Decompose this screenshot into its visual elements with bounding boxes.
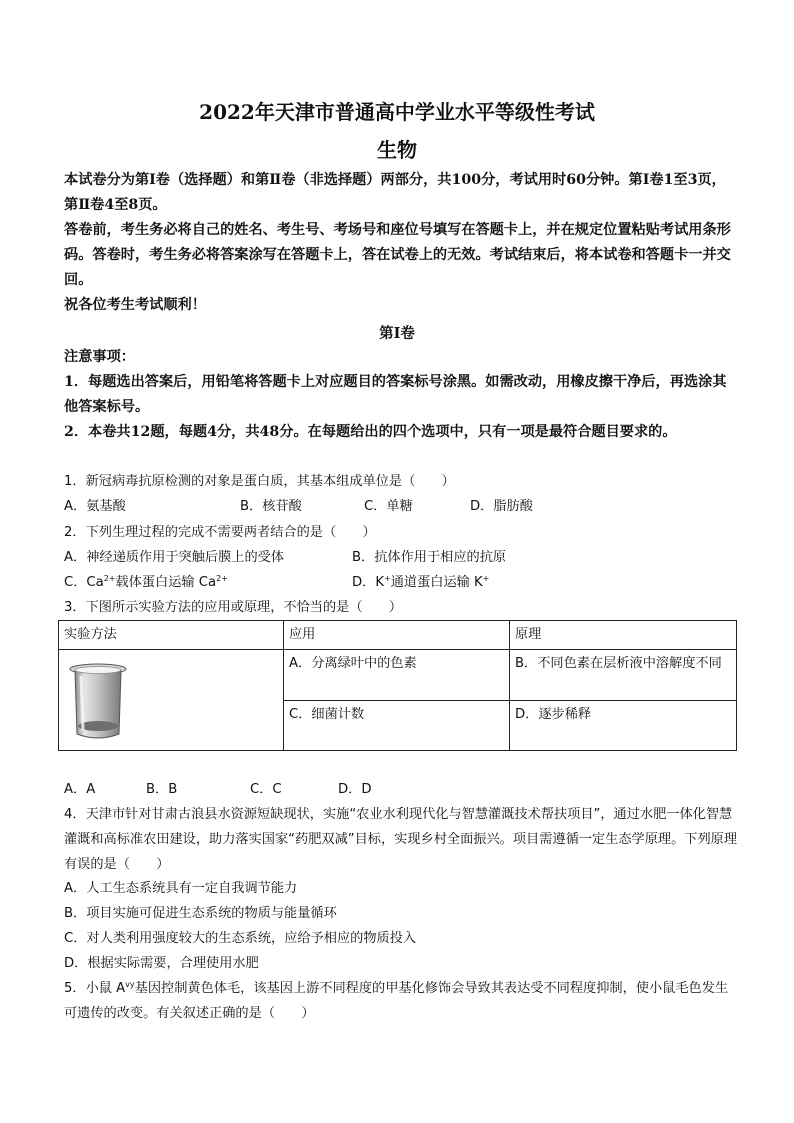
table-header-application: 应用 xyxy=(284,621,510,650)
experiment-method-image-cell xyxy=(59,650,284,751)
question-2-option-b: B．抗体作用于相应的抗原 xyxy=(352,550,507,565)
notice-item-1: 1．每题选出答案后，用铅笔将答题卡上对应题目的答案标号涂黑。如需改动，用橡皮擦干净后，再选涂其他答案标号。 xyxy=(64,374,727,415)
beaker-image xyxy=(67,662,129,742)
subject-title: 生物 xyxy=(377,138,417,162)
table-header-row xyxy=(59,621,737,650)
question-3-stem: 3．下图所示实验方法的应用或原理，不恰当的是（ ） xyxy=(64,600,403,615)
question-2-option-d: D．K+通道蛋白运输 K+ xyxy=(352,574,490,590)
question-4-option-c: C．对人类利用强度较大的生态系统，应给予相应的物质投入 xyxy=(64,931,417,946)
row2-application: C．细菌计数 xyxy=(284,700,510,751)
table-header-principle: 原理 xyxy=(510,621,737,650)
row1-principle: B．不同色素在层析液中溶解度不同 xyxy=(510,650,737,701)
question-2-option-c: C．$Ca^{2+}$载体蛋白运输 $Ca^{2+}$ xyxy=(64,574,228,590)
table-header-method: 实验方法 xyxy=(59,621,284,650)
row1-application: A．分离绿叶中的色素 xyxy=(284,650,510,701)
question-4-option-d: D．根据实际需要，合理使用水肥 xyxy=(64,956,259,971)
intro-paragraph-1: 本试卷分为第Ⅰ卷（选择题）和第Ⅱ卷（非选择题）两部分，共100分，考试用时60分钟。第Ⅰ卷1至3页，第Ⅱ卷4至8页。 xyxy=(64,172,726,213)
question-3-option-a: A．A xyxy=(64,782,96,797)
row2-principle: D．逐步稀释 xyxy=(510,700,737,751)
good-luck-text: 祝各位考生考试顺利！ xyxy=(64,297,206,313)
question-3-option-d: D．D xyxy=(338,782,372,797)
notice-heading: 注意事项： xyxy=(64,349,135,365)
question-1-option-c: C．单糖 xyxy=(364,499,413,514)
question-2-stem: 2．下列生理过程的完成不需要两者结合的是（ ） xyxy=(64,525,376,540)
question-1-option-b: B．核苷酸 xyxy=(240,499,302,514)
question-2-option-a: A．神经递质作用于突触后膜上的受体 xyxy=(64,550,285,565)
exam-title: 2022年天津市普通高中学业水平等级性考试 xyxy=(199,100,595,124)
question-3-option-c: C．C xyxy=(250,782,282,797)
question-1-option-a: A．氨基酸 xyxy=(64,499,126,514)
notice-item-2: 2．本卷共12题，每题4分，共48分。在每题给出的四个选项中，只有一项是最符合题目要求的。 xyxy=(64,424,677,440)
intro-paragraph-2: 答卷前，考生务必将自己的姓名、考生号、考场号和座位号填写在答题卡上，并在规定位置粘贴考试用条形码。答卷时，考生务必将答案涂写在答题卡上，答在试卷上的无效。考试结束后，将本试卷和答题卡一并交回。 xyxy=(64,222,731,288)
experiment-table xyxy=(58,620,737,751)
question-5-stem: 5．小鼠 $A^{vy}$基因控制黄色体毛，该基因上游不同程度的甲基化修饰会导致其表达受不同程度抑制，使小鼠毛色发生可遗传的改变。有关叙述正确的是（ ） xyxy=(64,980,729,1021)
section-title: 第Ⅰ卷 xyxy=(379,325,415,342)
table-row xyxy=(59,650,737,701)
question-3-option-b: B．B xyxy=(146,782,178,797)
question-4-option-a: A．人工生态系统具有一定自我调节能力 xyxy=(64,881,298,896)
question-4-option-b: B．项目实施可促进生态系统的物质与能量循环 xyxy=(64,906,337,921)
question-1-stem: 1．新冠病毒抗原检测的对象是蛋白质，其基本组成单位是（ ） xyxy=(64,474,455,489)
question-4-stem: 4．天津市针对甘肃古浪县水资源短缺现状，实施“农业水利现代化与智慧灌溉技术帮扶项目”，通过水肥一体化智慧灌溉和高标准农田建设，助力落实国家“药肥双减”目标，实现乡村全面振兴。项目需遵循一定生态学原理。下列原理有误的是（ ） xyxy=(64,807,738,872)
question-1-option-d: D．脂肪酸 xyxy=(470,499,533,514)
